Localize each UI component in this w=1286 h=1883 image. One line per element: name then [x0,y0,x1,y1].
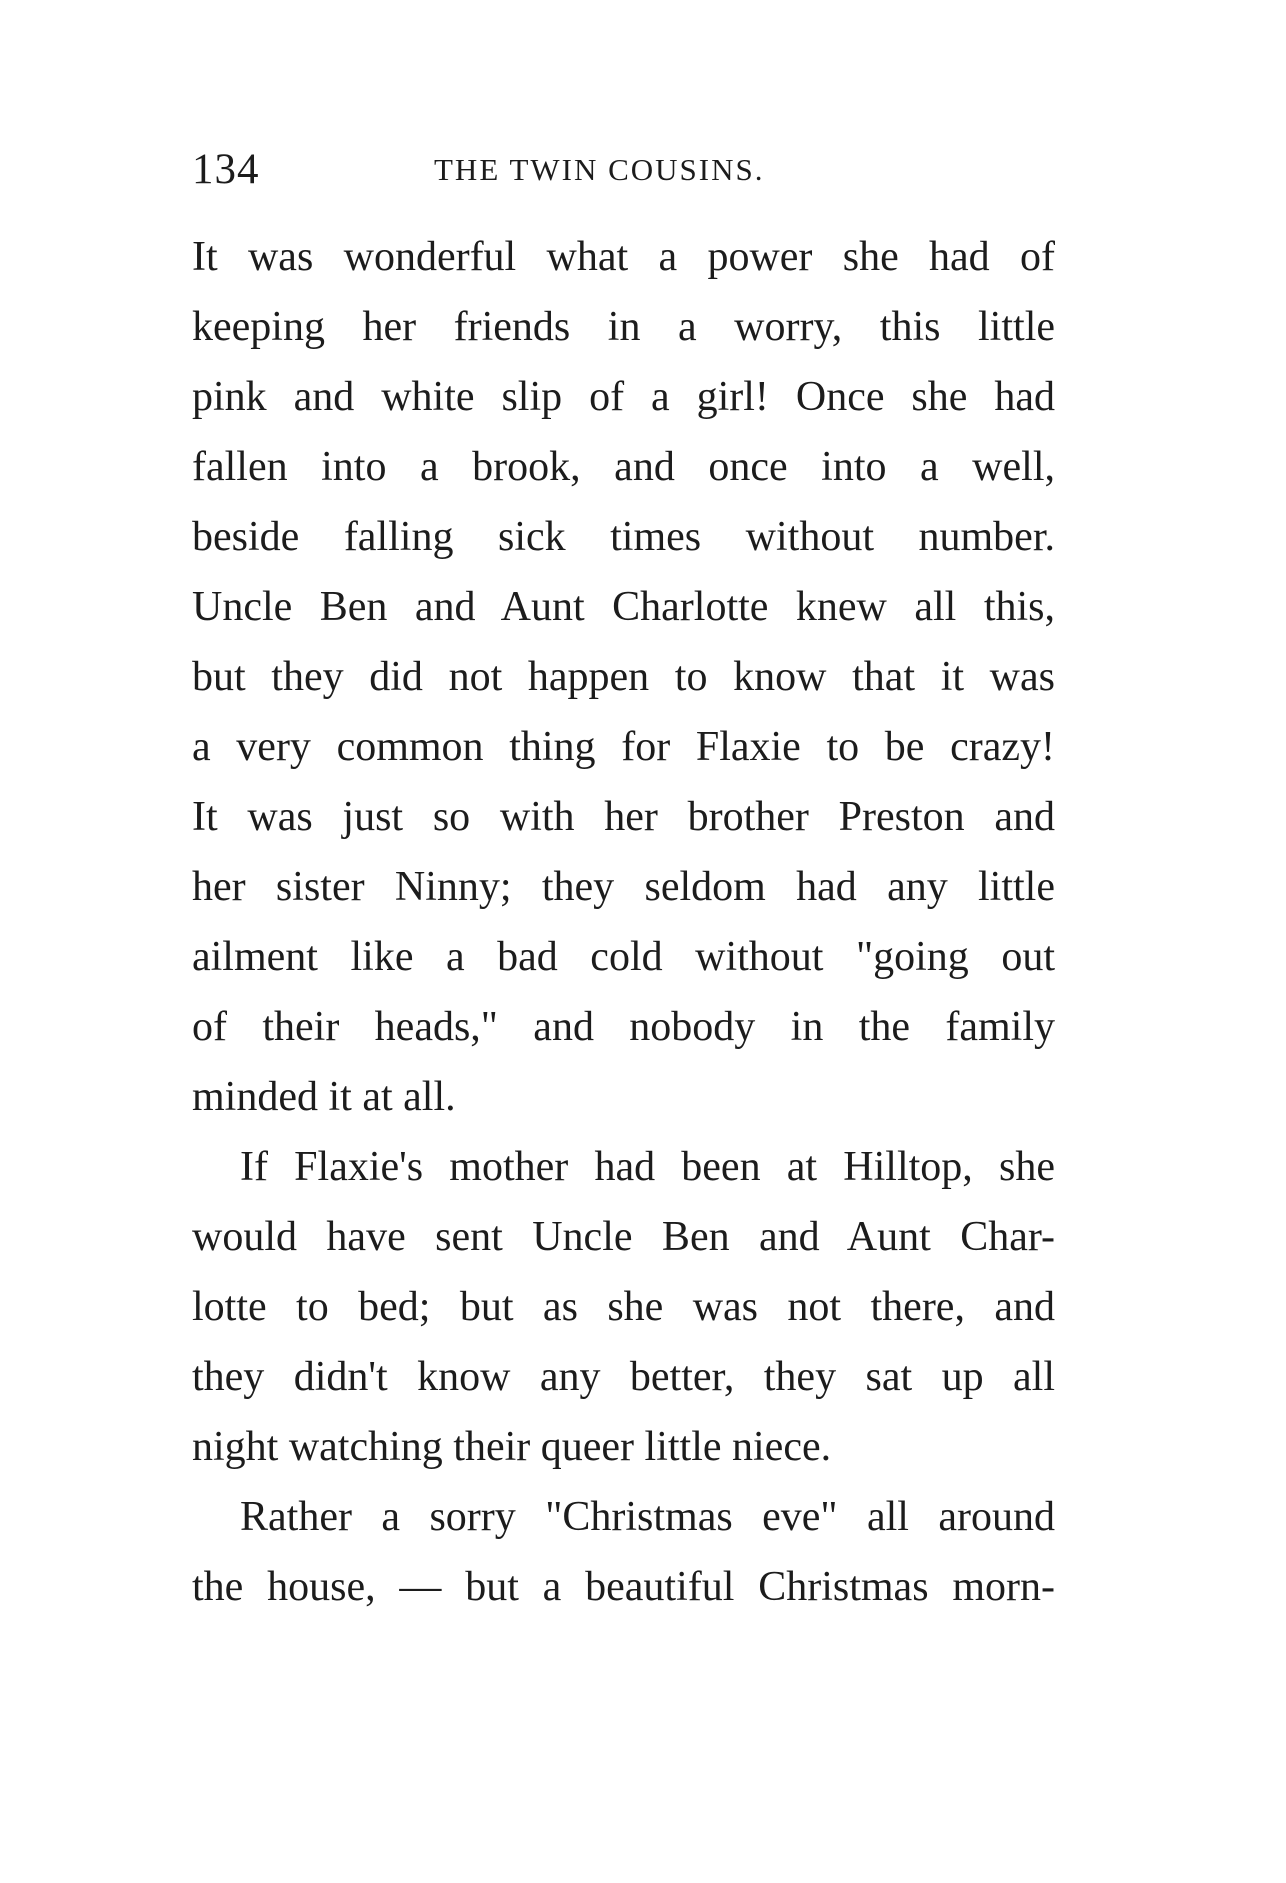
text-line: but they did not happen to know that it was [192,654,1055,700]
text-line: of their heads," and nobody in the family [192,1004,1055,1050]
text-line: her sister Ninny; they seldom had any little [192,864,1055,910]
running-head [192,140,1052,200]
paragraph-1 [192,222,1055,1132]
text-line: If Flaxie's mother had been at Hilltop, she [240,1144,1055,1190]
text-line: fallen into a brook, and once into a well, [192,444,1055,490]
text-line: they didn't know any better, they sat up all [192,1354,1055,1400]
text-line: would have sent Uncle Ben and Aunt Char- [192,1214,1055,1260]
text-line: night watching their queer little niece. [192,1424,832,1470]
text-line: lotte to bed; but as she was not there, and [192,1284,1055,1330]
text-line: keeping her friends in a worry, this little [192,304,1055,350]
text-line: pink and white slip of a girl! Once she had [192,374,1055,420]
text-line: It was just so with her brother Preston and [192,794,1055,840]
paragraph-2 [192,1132,1055,1482]
page-number: 134 [192,146,260,193]
text-line: Rather a sorry "Christmas eve" all around [240,1494,1055,1540]
text-line: It was wonderful what a power she had of [192,234,1055,280]
paragraph-3 [192,1482,1055,1622]
text-line: ailment like a bad cold without "going out [192,934,1055,980]
running-title: THE TWIN COUSINS. [434,152,765,187]
text-line: a very common thing for Flaxie to be crazy! [192,724,1055,770]
text-line: beside falling sick times without number. [192,514,1055,560]
text-line: the house, — but a beautiful Christmas morn- [192,1564,1055,1610]
text-line: minded it at all. [192,1074,456,1120]
body-text [192,222,1055,1622]
text-line: Uncle Ben and Aunt Charlotte knew all this, [192,584,1055,630]
